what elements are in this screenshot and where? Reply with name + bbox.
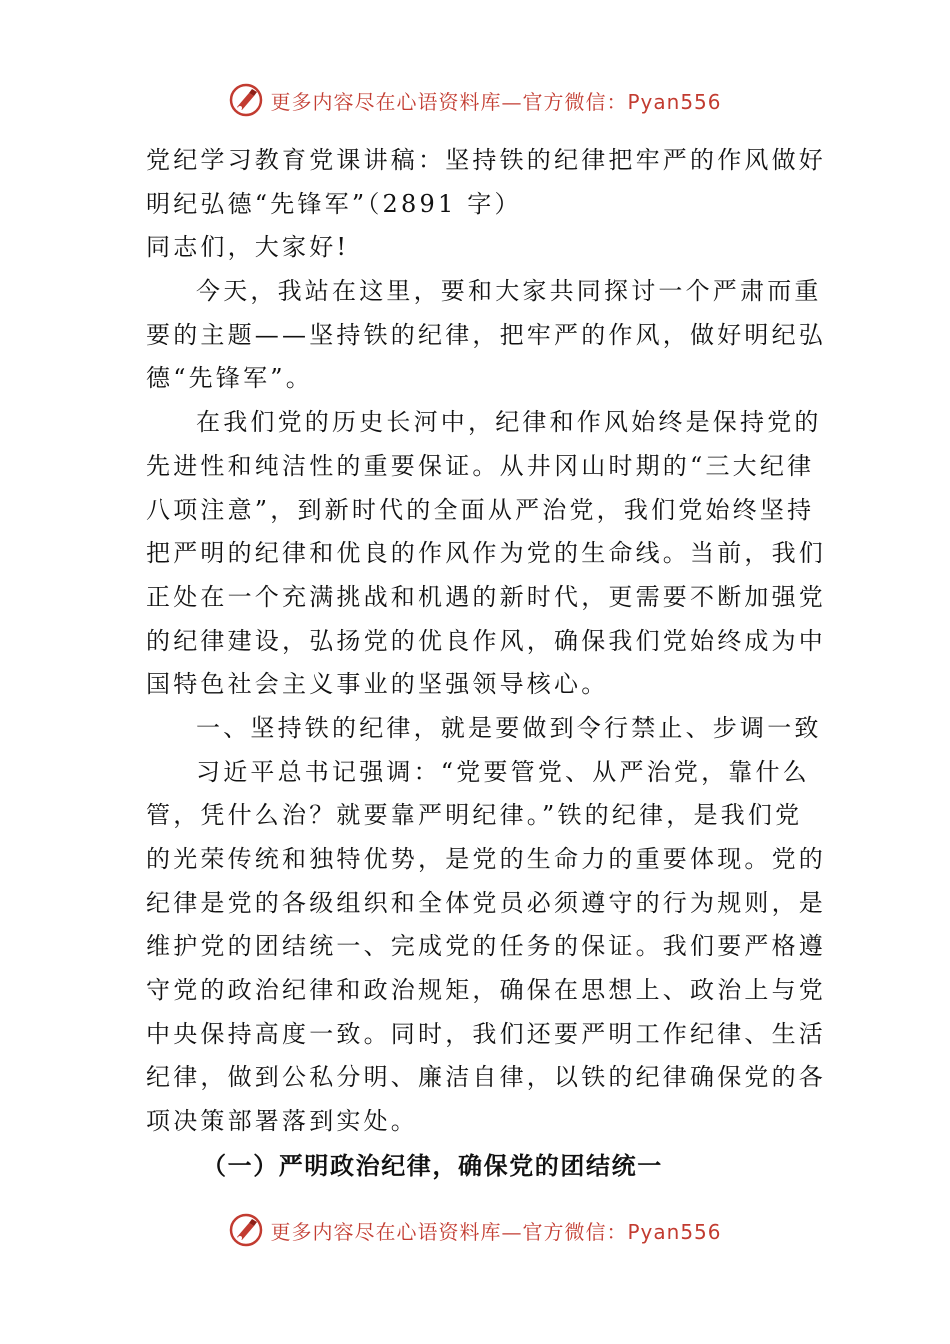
body-line: 德“先锋军”。 bbox=[146, 364, 313, 393]
greeting: 同志们，大家好! bbox=[146, 233, 350, 262]
pen-nib-icon bbox=[228, 1212, 264, 1248]
body-line: 维护党的团结统一、完成党的任务的保证。我们要严格遵 bbox=[146, 932, 826, 961]
body-line: 要的主题——坚持铁的纪律，把牢严的作风，做好明纪弘 bbox=[146, 320, 826, 349]
banner-text bbox=[270, 1216, 721, 1245]
body-line: 把严明的纪律和优良的作风作为党的生命线。当前，我们 bbox=[146, 539, 826, 568]
body-line: 八项注意”，到新时代的全面从严治党，我们党始终坚持 bbox=[146, 495, 815, 524]
document-title-line-2: 明纪弘德“先锋军”（2891 字） bbox=[146, 189, 522, 218]
body-line: 守党的政治纪律和政治规矩，确保在思想上、政治上与党 bbox=[146, 976, 826, 1005]
banner-wechat-id: Pyan556 bbox=[627, 1219, 722, 1244]
body-line: 今天，我站在这里，要和大家共同探讨一个严肃而重 bbox=[196, 277, 822, 306]
body-line: 国特色社会主义事业的坚强领导核心。 bbox=[146, 670, 609, 699]
body-line: 纪律，做到公私分明、廉洁自律，以铁的纪律确保党的各 bbox=[146, 1063, 826, 1092]
body-line: 正处在一个充满挑战和机遇的新时代，更需要不断加强党 bbox=[146, 582, 826, 611]
body-line: 一、坚持铁的纪律，就是要做到令行禁止、步调一致 bbox=[196, 713, 822, 742]
document-body bbox=[146, 139, 826, 1189]
body-line: 中央保持高度一致。同时，我们还要严明工作纪律、生活 bbox=[146, 1019, 826, 1048]
document-title-line-1: 党纪学习教育党课讲稿：坚持铁的纪律把牢严的作风做好 bbox=[146, 146, 826, 174]
banner-text-cn: 更多内容尽在心语资料库—官方微信： bbox=[270, 89, 628, 114]
body-line: 管，凭什么治？就要靠严明纪律。”铁的纪律，是我们党 bbox=[146, 801, 803, 830]
body-line: 纪律是党的各级组织和全体党员必须遵守的行为规则，是 bbox=[146, 888, 826, 917]
body-line: 项决策部署落到实处。 bbox=[146, 1107, 418, 1136]
body-line: 习近平总书记强调：“党要管党、从严治党，靠什么 bbox=[196, 757, 810, 786]
section-subheading: （一）严明政治纪律，确保党的团结统一 bbox=[202, 1151, 663, 1180]
pen-nib-icon bbox=[228, 82, 264, 118]
banner-text bbox=[270, 86, 721, 115]
footer-banner bbox=[0, 1212, 950, 1248]
banner-wechat-id: Pyan556 bbox=[627, 89, 722, 114]
banner-text-cn: 更多内容尽在心语资料库—官方微信： bbox=[270, 1219, 628, 1244]
body-line: 的光荣传统和独特优势，是党的生命力的重要体现。党的 bbox=[146, 845, 826, 873]
header-banner bbox=[0, 82, 950, 118]
body-line: 的纪律建设，弘扬党的优良作风，确保我们党始终成为中 bbox=[146, 626, 826, 655]
body-text bbox=[146, 270, 826, 1144]
body-line: 先进性和纯洁性的重要保证。从井冈山时期的“三大纪律 bbox=[146, 451, 815, 480]
body-line: 在我们党的历史长河中，纪律和作风始终是保持党的 bbox=[196, 408, 822, 437]
